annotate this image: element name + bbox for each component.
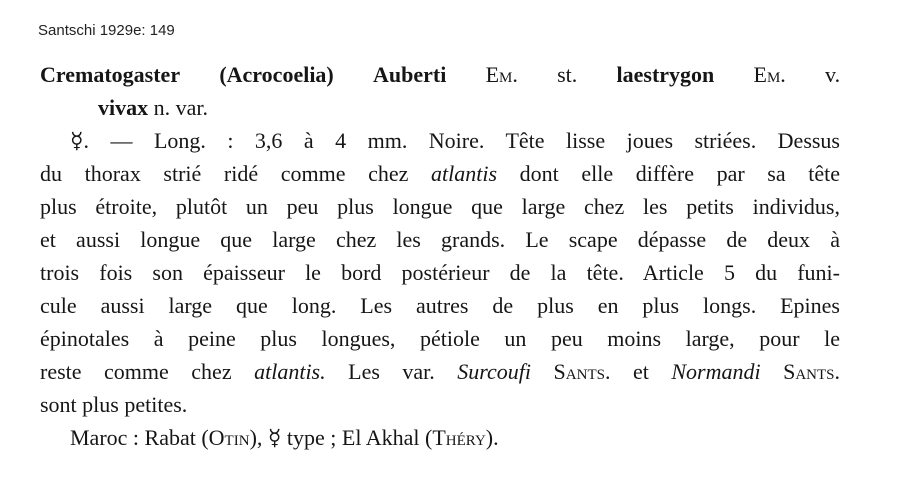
subgenus-name: (Acrocoelia) <box>219 62 334 87</box>
taxon-description <box>40 58 840 454</box>
author-abbrev: Em. <box>485 62 518 87</box>
rank-st: st. <box>557 62 578 87</box>
body-line: ☿. — Long. : 3,6 à 4 mm. Noire. Tête lisse joues striées. Dessus <box>70 128 840 153</box>
collector-name: Théry <box>432 425 486 450</box>
worker-symbol-icon: ☿ <box>70 128 84 153</box>
species-name: Auberti <box>373 62 447 87</box>
subspecies-name: laestrygon <box>616 62 715 87</box>
body-line: reste comme chez atlantis. Les var. Surcoufi Sants. et Normandi Sants. <box>40 359 841 384</box>
genus-name: Crematogaster <box>40 62 181 87</box>
taxon-heading-line-2 <box>40 91 840 124</box>
collector-name: Otin <box>208 425 250 450</box>
author-abbrev: Sants. <box>531 359 611 384</box>
worker-symbol-icon: ☿ <box>267 425 282 450</box>
body-line: trois fois son épaisseur le bord postérieur de la tête. Article 5 du funi- <box>40 260 840 285</box>
author-abbrev: Em. <box>753 62 786 87</box>
citation-label: Santschi 1929e: 149 <box>38 22 175 39</box>
species-ref: atlantis. <box>254 359 326 384</box>
body-line: épinotales à peine plus longues, pétiole un peu moins large, pour le <box>40 326 840 351</box>
body-line: plus étroite, plutôt un peu plus longue que large chez les petits individus, <box>40 194 840 219</box>
variety-ref: Normandi <box>671 359 761 384</box>
variety-name: vivax <box>98 95 149 120</box>
status-note: n. var. <box>153 95 209 120</box>
locality-line: Maroc : Rabat (Otin), ☿ type ; El Akhal (Théry). <box>70 425 499 450</box>
body-line: du thorax strié ridé comme chez atlantis dont elle diffère par sa tête <box>40 161 840 186</box>
author-abbrev: Sants. <box>760 359 841 384</box>
taxon-heading-line-1 <box>40 58 840 91</box>
variety-ref: Surcoufi <box>457 359 532 384</box>
body-line: et aussi longue que large chez les grands. Le scape dépasse de deux à <box>40 227 840 252</box>
body-line: sont plus petites. <box>40 392 188 417</box>
rank-v: v. <box>825 62 841 87</box>
species-ref: atlantis <box>431 161 498 186</box>
body-line: cule aussi large que long. Les autres de plus en plus longs. Epines <box>40 293 840 318</box>
